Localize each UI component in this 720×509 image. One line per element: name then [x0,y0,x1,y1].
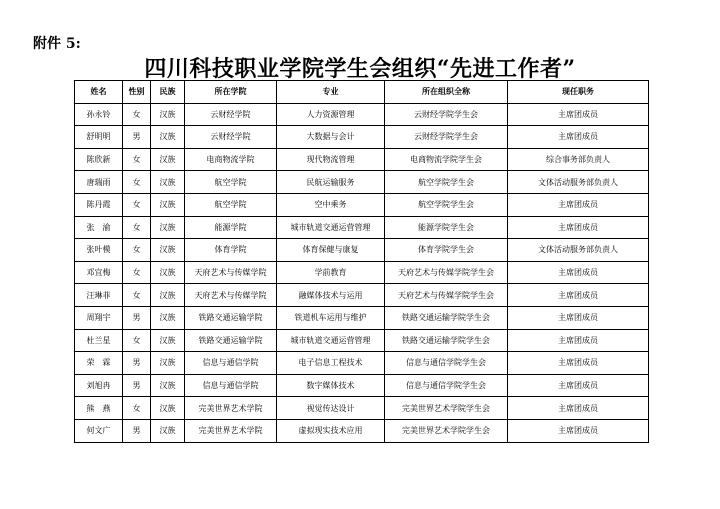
college-cell: 云财经学院 [185,126,277,149]
header-name: 姓名 [75,81,123,104]
ethnicity-cell: 汉族 [151,419,185,442]
advanced-workers-table [74,80,649,443]
ethnicity-cell: 汉族 [151,374,185,397]
gender-cell: 男 [123,352,151,375]
ethnicity-cell: 汉族 [151,126,185,149]
college-cell: 信息与通信学院 [185,352,277,375]
gender-cell: 女 [123,329,151,352]
major-cell: 大数据与会计 [277,126,385,149]
header-ethnicity: 民族 [151,81,185,104]
table-row [75,306,649,329]
major-cell: 体育保健与康复 [277,239,385,262]
header-position: 现任职务 [508,81,649,104]
position-cell: 主席团成员 [508,193,649,216]
table-body [75,103,649,442]
position-cell: 主席团成员 [508,397,649,420]
name-cell: 陈丹霞 [75,193,123,216]
name-cell: 熊 燕 [75,397,123,420]
table-row [75,261,649,284]
header-college: 所在学院 [185,81,277,104]
organization-cell: 能源学院学生会 [385,216,508,239]
header-gender: 性别 [123,81,151,104]
name-cell: 刘旭冉 [75,374,123,397]
ethnicity-cell: 汉族 [151,239,185,262]
position-cell: 综合事务部负责人 [508,148,649,171]
position-cell: 主席团成员 [508,126,649,149]
name-cell: 荣 霖 [75,352,123,375]
major-cell: 人力资源管理 [277,103,385,126]
organization-cell: 铁路交通运输学院学生会 [385,306,508,329]
organization-cell: 信息与通信学院学生会 [385,352,508,375]
college-cell: 电商物流学院 [185,148,277,171]
name-cell: 张 渝 [75,216,123,239]
gender-cell: 女 [123,193,151,216]
name-cell: 杜兰星 [75,329,123,352]
ethnicity-cell: 汉族 [151,193,185,216]
organization-cell: 铁路交通运输学院学生会 [385,329,508,352]
college-cell: 铁路交通运输学院 [185,329,277,352]
college-cell: 完美世界艺术学院 [185,419,277,442]
gender-cell: 男 [123,374,151,397]
position-cell: 主席团成员 [508,374,649,397]
major-cell: 数字媒体技术 [277,374,385,397]
major-cell: 空中乘务 [277,193,385,216]
organization-cell: 完美世界艺术学院学生会 [385,419,508,442]
ethnicity-cell: 汉族 [151,171,185,194]
gender-cell: 女 [123,148,151,171]
college-cell: 能源学院 [185,216,277,239]
ethnicity-cell: 汉族 [151,397,185,420]
gender-cell: 女 [123,103,151,126]
college-cell: 体育学院 [185,239,277,262]
name-cell: 周翔宇 [75,306,123,329]
ethnicity-cell: 汉族 [151,148,185,171]
major-cell: 融媒体技术与运用 [277,284,385,307]
position-cell: 主席团成员 [508,261,649,284]
table-row [75,239,649,262]
position-cell: 主席团成员 [508,306,649,329]
college-cell: 云财经学院 [185,103,277,126]
organization-cell: 电商物流学院学生会 [385,148,508,171]
ethnicity-cell: 汉族 [151,329,185,352]
college-cell: 完美世界艺术学院 [185,397,277,420]
name-cell: 陈欣新 [75,148,123,171]
header-organization: 所在组织全称 [385,81,508,104]
organization-cell: 体育学院学生会 [385,239,508,262]
college-cell: 航空学院 [185,193,277,216]
table-row [75,419,649,442]
name-cell: 唐瑞雨 [75,171,123,194]
position-cell: 文体活动服务部负责人 [508,239,649,262]
name-cell: 邓宜梅 [75,261,123,284]
table-row [75,374,649,397]
gender-cell: 女 [123,216,151,239]
gender-cell: 女 [123,239,151,262]
position-cell: 主席团成员 [508,419,649,442]
ethnicity-cell: 汉族 [151,261,185,284]
ethnicity-cell: 汉族 [151,216,185,239]
ethnicity-cell: 汉族 [151,284,185,307]
organization-cell: 信息与通信学院学生会 [385,374,508,397]
college-cell: 航空学院 [185,171,277,194]
name-cell: 孙永铃 [75,103,123,126]
position-cell: 主席团成员 [508,329,649,352]
major-cell: 城市轨道交通运营管理 [277,329,385,352]
document-title: 四川科技职业学院学生会组织“先进工作者” [144,56,576,82]
major-cell: 虚拟现实技术应用 [277,419,385,442]
table-header-row [75,81,649,104]
gender-cell: 女 [123,261,151,284]
organization-cell: 云财经学院学生会 [385,126,508,149]
organization-cell: 航空学院学生会 [385,193,508,216]
ethnicity-cell: 汉族 [151,352,185,375]
gender-cell: 男 [123,419,151,442]
table-row [75,148,649,171]
name-cell: 何文广 [75,419,123,442]
major-cell: 电子信息工程技术 [277,352,385,375]
table-row [75,397,649,420]
table-row [75,329,649,352]
gender-cell: 女 [123,397,151,420]
name-cell: 张叶模 [75,239,123,262]
ethnicity-cell: 汉族 [151,103,185,126]
position-cell: 文体活动服务部负责人 [508,171,649,194]
position-cell: 主席团成员 [508,352,649,375]
header-major: 专业 [277,81,385,104]
ethnicity-cell: 汉族 [151,306,185,329]
gender-cell: 男 [123,306,151,329]
name-cell: 舒明明 [75,126,123,149]
major-cell: 现代物流管理 [277,148,385,171]
gender-cell: 女 [123,284,151,307]
organization-cell: 天府艺术与传媒学院学生会 [385,261,508,284]
major-cell: 铁道机车运用与维护 [277,306,385,329]
major-cell: 城市轨道交通运营管理 [277,216,385,239]
college-cell: 天府艺术与传媒学院 [185,261,277,284]
college-cell: 天府艺术与传媒学院 [185,284,277,307]
table-row [75,126,649,149]
organization-cell: 天府艺术与传媒学院学生会 [385,284,508,307]
table-row [75,352,649,375]
organization-cell: 航空学院学生会 [385,171,508,194]
table-row [75,284,649,307]
major-cell: 民航运输服务 [277,171,385,194]
table-row [75,193,649,216]
college-cell: 信息与通信学院 [185,374,277,397]
major-cell: 视觉传达设计 [277,397,385,420]
table-row [75,216,649,239]
name-cell: 汪琳菲 [75,284,123,307]
gender-cell: 男 [123,126,151,149]
organization-cell: 云财经学院学生会 [385,103,508,126]
attachment-label: 附件 5: [33,36,81,52]
table-row [75,103,649,126]
position-cell: 主席团成员 [508,284,649,307]
organization-cell: 完美世界艺术学院学生会 [385,397,508,420]
college-cell: 铁路交通运输学院 [185,306,277,329]
position-cell: 主席团成员 [508,103,649,126]
major-cell: 学前教育 [277,261,385,284]
position-cell: 主席团成员 [508,216,649,239]
gender-cell: 女 [123,171,151,194]
table-row [75,171,649,194]
